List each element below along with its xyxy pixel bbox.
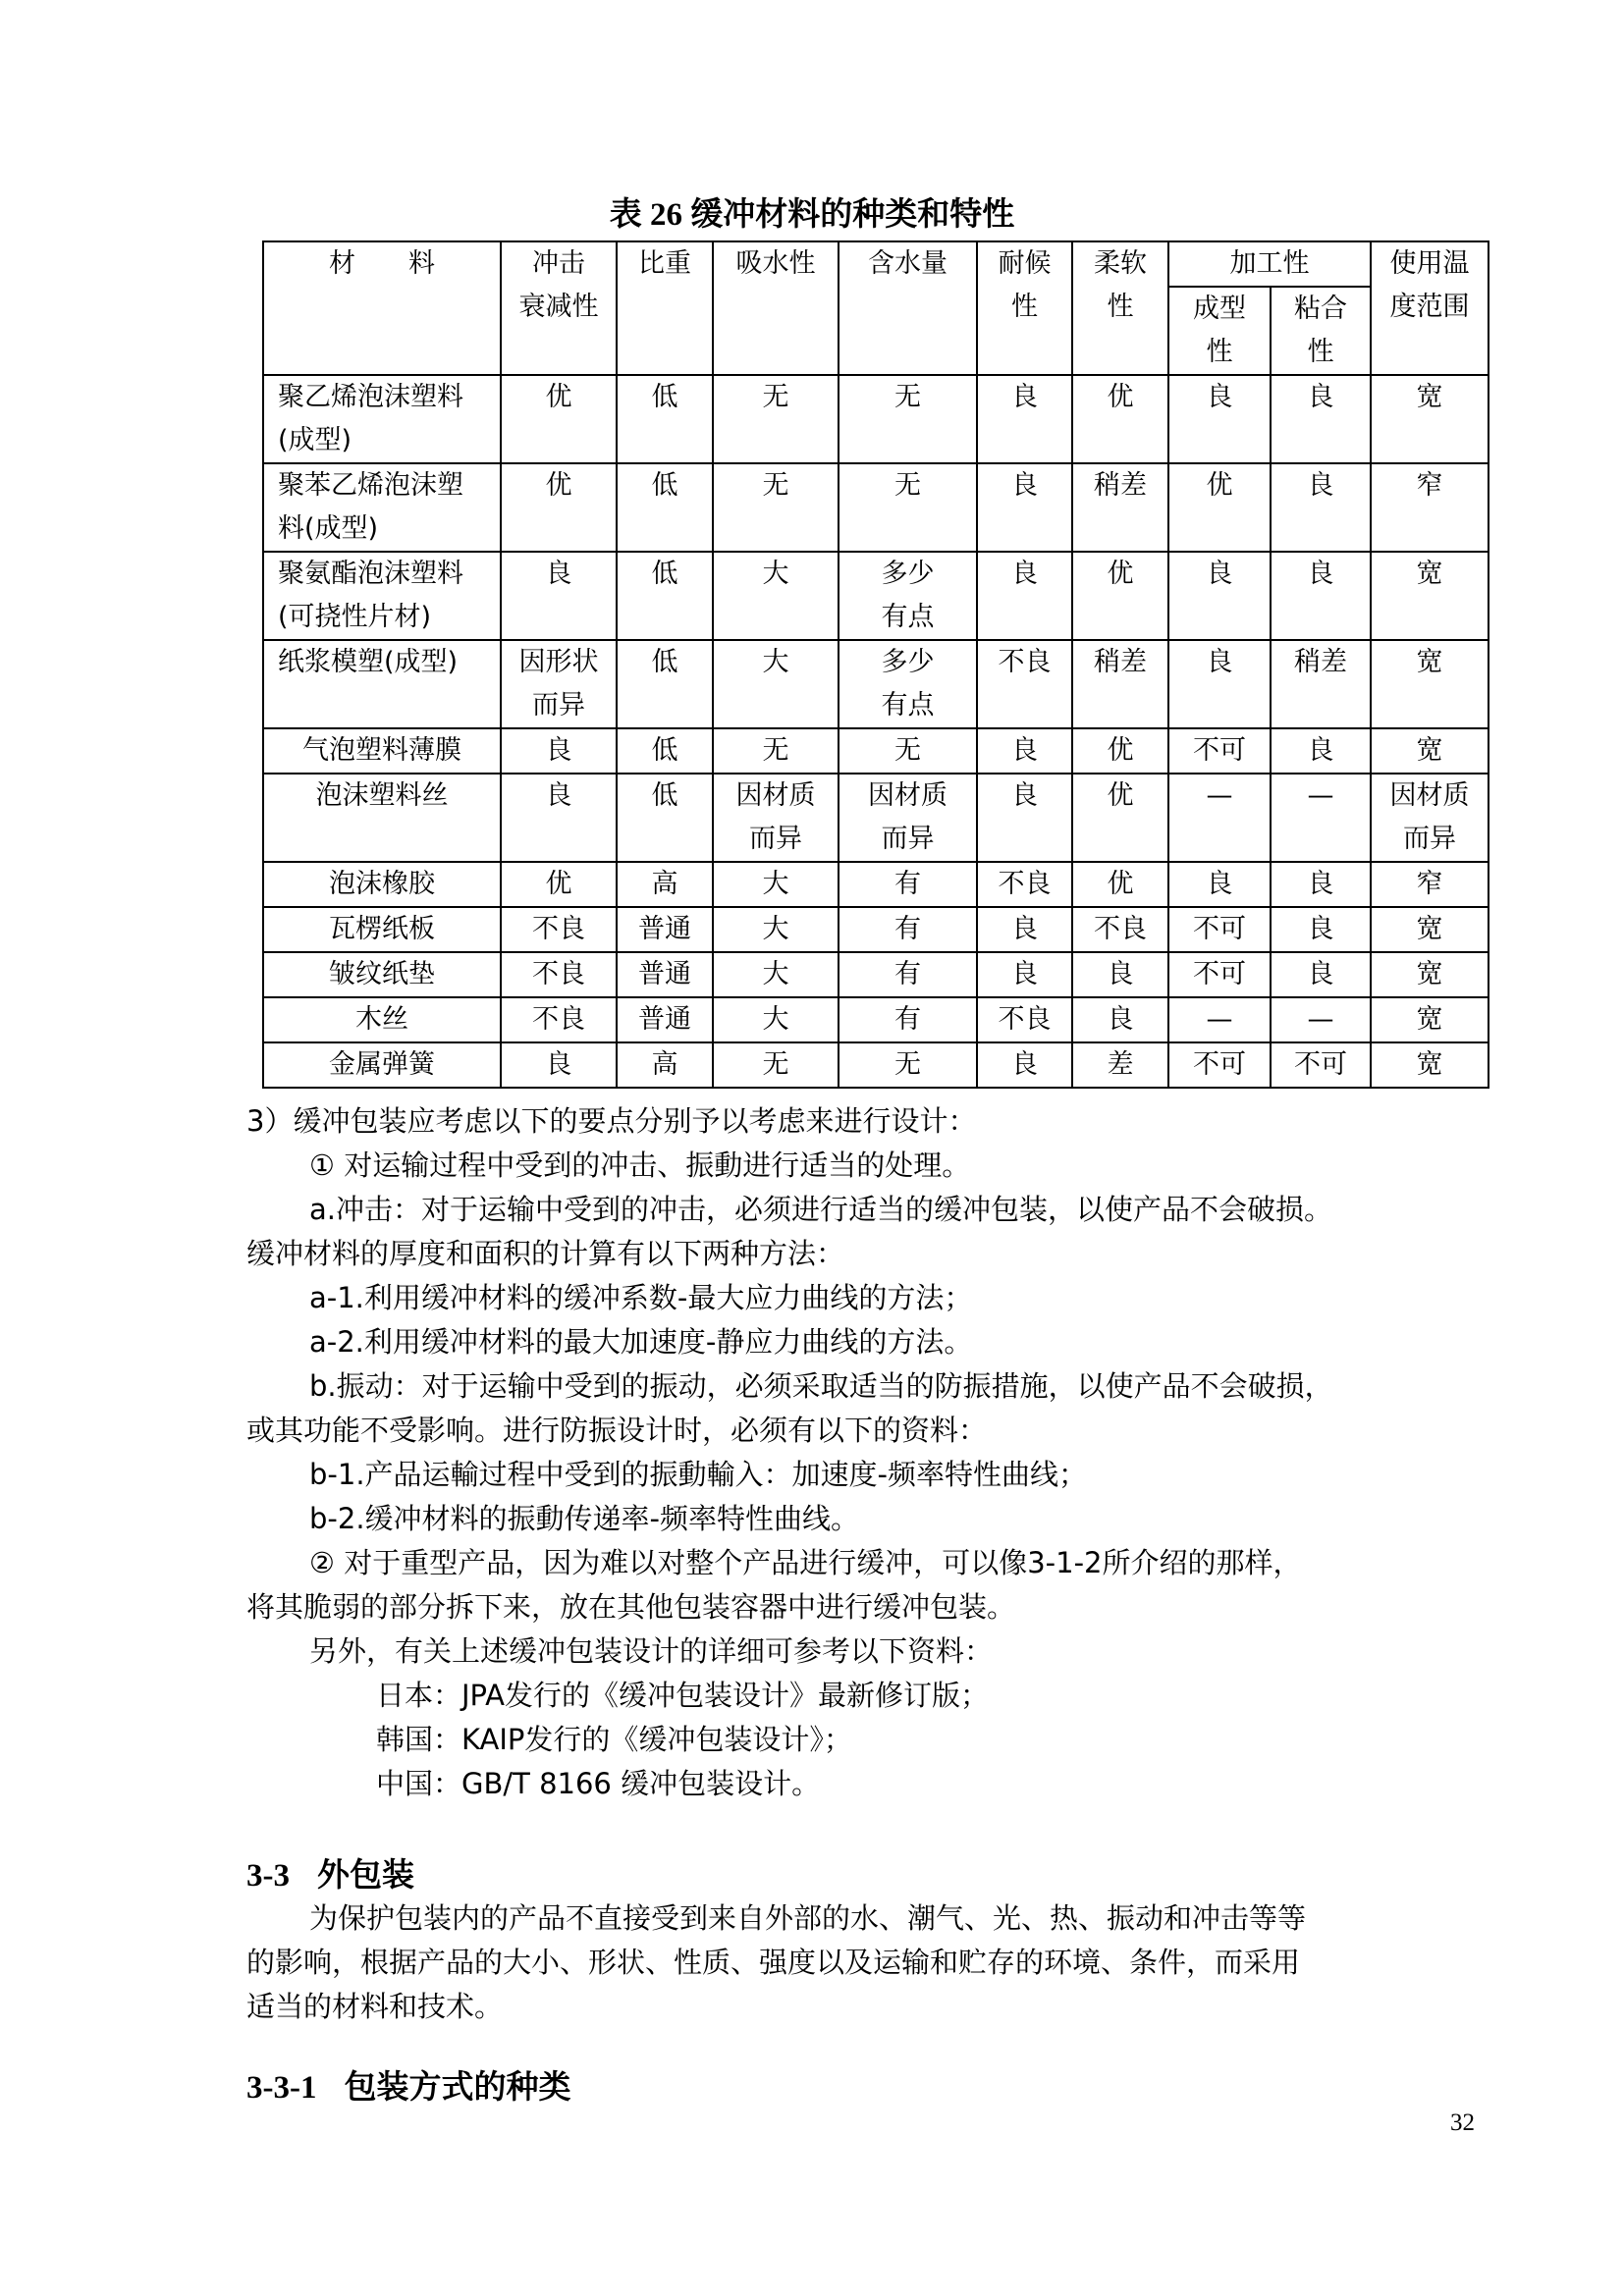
table-cell: 良 xyxy=(977,463,1072,552)
table-cell: 良 xyxy=(1168,640,1271,728)
table-cell: 宽 xyxy=(1371,728,1489,774)
table-cell: 因形状 而异 xyxy=(501,640,617,728)
cell-material-name: 金属弹簧 xyxy=(263,1042,501,1088)
cell-material-name: 泡沫塑料丝 xyxy=(263,774,501,862)
paragraph-line: 3）缓冲包装应考虑以下的要点分别予以考虑来进行设计： xyxy=(246,1104,977,1138)
table-body xyxy=(263,375,1489,1088)
table-cell: 不可 xyxy=(1168,728,1271,774)
table-cell: 优 xyxy=(1072,774,1168,862)
table-row xyxy=(263,774,1489,862)
header-processing: 加工性 xyxy=(1168,241,1371,287)
table-cell: 普通 xyxy=(617,997,713,1042)
header-shock: 冲击 衰减性 xyxy=(501,241,617,375)
table-cell: 优 xyxy=(1072,552,1168,640)
table-cell: 优 xyxy=(501,463,617,552)
table-cell: 差 xyxy=(1072,1042,1168,1088)
table-cell: 无 xyxy=(839,463,977,552)
table-cell: 有 xyxy=(839,997,977,1042)
table-cell: 宽 xyxy=(1371,375,1489,463)
table-cell: 优 xyxy=(1072,728,1168,774)
table-cell: 窄 xyxy=(1371,463,1489,552)
table-cell: 不可 xyxy=(1168,1042,1271,1088)
table-cell: 良 xyxy=(977,952,1072,997)
table-cell: 不可 xyxy=(1271,1042,1371,1088)
table-row xyxy=(263,640,1489,728)
table-cell: 有 xyxy=(839,907,977,952)
table-cell: 普通 xyxy=(617,907,713,952)
cell-material-name: 气泡塑料薄膜 xyxy=(263,728,501,774)
table-cell: — xyxy=(1271,997,1371,1042)
table-cell: 良 xyxy=(1271,463,1371,552)
materials-table xyxy=(262,240,1489,1089)
table-cell: 低 xyxy=(617,463,713,552)
table-cell: 高 xyxy=(617,862,713,907)
table-cell: 良 xyxy=(1271,952,1371,997)
table-cell: 大 xyxy=(713,552,839,640)
paragraph-line: ① 对运输过程中受到的冲击、振動进行适当的处理。 xyxy=(309,1148,971,1182)
table-cell: 不可 xyxy=(1168,952,1271,997)
table-cell: 多少 有点 xyxy=(839,552,977,640)
table-cell: 良 xyxy=(977,774,1072,862)
heading-title: 包装方式的种类 xyxy=(344,2070,571,2106)
table-cell: 稍差 xyxy=(1072,640,1168,728)
table-cell: — xyxy=(1271,774,1371,862)
table-cell: 良 xyxy=(501,774,617,862)
table-cell: 宽 xyxy=(1371,1042,1489,1088)
cell-material-name: 聚乙烯泡沫塑料 (成型) xyxy=(263,375,501,463)
table-header xyxy=(263,241,1489,375)
header-density: 比重 xyxy=(617,241,713,375)
table-cell: 窄 xyxy=(1371,862,1489,907)
table-cell: 不良 xyxy=(501,952,617,997)
cell-material-name: 瓦楞纸板 xyxy=(263,907,501,952)
table-row xyxy=(263,375,1489,463)
table-cell: 不良 xyxy=(977,640,1072,728)
table-cell: 良 xyxy=(1168,552,1271,640)
table-cell: 良 xyxy=(1168,862,1271,907)
table-cell: 因材质 而异 xyxy=(839,774,977,862)
page-number: 32 xyxy=(1450,2109,1475,2136)
paragraph-line: 为保护包装内的产品不直接受到来自外部的水、潮气、光、热、振动和冲击等等 xyxy=(309,1901,1307,1935)
table-cell: 良 xyxy=(1271,375,1371,463)
paragraph-line: 缓冲材料的厚度和面积的计算有以下两种方法： xyxy=(246,1237,845,1270)
table-cell: 良 xyxy=(1271,907,1371,952)
paragraph-line: a-1.利用缓冲材料的缓冲系数-最大应力曲线的方法； xyxy=(309,1281,973,1314)
heading-title: 外包装 xyxy=(317,1858,414,1894)
header-temp: 使用温 度范围 xyxy=(1371,241,1489,375)
header-softness: 柔软 性 xyxy=(1072,241,1168,375)
table-cell: 优 xyxy=(501,375,617,463)
table-cell: 有 xyxy=(839,862,977,907)
cell-material-name: 木丝 xyxy=(263,997,501,1042)
heading-3-3 xyxy=(246,1853,414,1898)
table-row xyxy=(263,552,1489,640)
table-row xyxy=(263,952,1489,997)
table-cell: 不良 xyxy=(501,907,617,952)
table-row xyxy=(263,907,1489,952)
header-forming: 成型 性 xyxy=(1168,287,1271,375)
table-cell: 良 xyxy=(1271,728,1371,774)
paragraph-line: b.振动：对于运输中受到的振动，必须采取适当的防振措施，以使产品不会破损， xyxy=(309,1369,1333,1403)
paragraph-line: 或其功能不受影响。进行防振设计时，必须有以下的资料： xyxy=(246,1414,988,1447)
table-title: 表 26 缓冲材料的种类和特性 xyxy=(609,197,1015,233)
heading-number: 3-3 xyxy=(246,1858,290,1894)
table-cell: 优 xyxy=(501,862,617,907)
table-cell: — xyxy=(1168,997,1271,1042)
table-cell: 无 xyxy=(713,1042,839,1088)
table-cell: 无 xyxy=(713,375,839,463)
header-moisture: 含水量 xyxy=(839,241,977,375)
table-cell: 不良 xyxy=(1072,907,1168,952)
table-cell: 良 xyxy=(977,907,1072,952)
cell-material-name: 皱纹纸垫 xyxy=(263,952,501,997)
table-cell: 不良 xyxy=(501,997,617,1042)
paragraph-line: b-1.产品运輸过程中受到的振動輸入：加速度-频率特性曲线； xyxy=(309,1458,1088,1491)
reference-line: 日本：JPA发行的《缓冲包装设计》最新修订版； xyxy=(376,1679,990,1712)
paragraph-line: ② 对于重型产品，因为难以对整个产品进行缓冲，可以像3-1-2所介绍的那样， xyxy=(309,1546,1302,1579)
table-cell: 宽 xyxy=(1371,952,1489,997)
header-bonding: 粘合 性 xyxy=(1271,287,1371,375)
table-cell: 优 xyxy=(1072,375,1168,463)
table-cell: 无 xyxy=(713,463,839,552)
outer-packaging-paragraph xyxy=(246,1896,1484,2034)
cell-material-name: 聚氨酯泡沫塑料 (可挠性片材) xyxy=(263,552,501,640)
table-row xyxy=(263,997,1489,1042)
table-cell: 大 xyxy=(713,952,839,997)
paragraph-line: 将其脆弱的部分拆下来，放在其他包装容器中进行缓冲包装。 xyxy=(246,1590,1016,1624)
table-cell: 低 xyxy=(617,774,713,862)
table-cell: 无 xyxy=(839,1042,977,1088)
table-cell: 低 xyxy=(617,728,713,774)
table-row xyxy=(263,728,1489,774)
table-cell: 不可 xyxy=(1168,907,1271,952)
table-cell: 无 xyxy=(839,375,977,463)
table-cell: 低 xyxy=(617,552,713,640)
table-cell: 优 xyxy=(1168,463,1271,552)
table-cell: 良 xyxy=(977,1042,1072,1088)
paragraph-line: 适当的材料和技术。 xyxy=(246,1990,504,2023)
reference-line: 中国：GB/T 8166 缓冲包装设计。 xyxy=(376,1767,821,1800)
table-cell: 因材质 而异 xyxy=(1371,774,1489,862)
cell-material-name: 聚苯乙烯泡沫塑 料(成型) xyxy=(263,463,501,552)
table-cell: 普通 xyxy=(617,952,713,997)
paragraph-line: 的影响，根据产品的大小、形状、性质、强度以及运输和贮存的环境、条件，而采用 xyxy=(246,1946,1301,1979)
heading-number: 3-3-1 xyxy=(246,2070,317,2106)
paragraph-line: b-2.缓冲材料的振動传递率-频率特性曲线。 xyxy=(309,1502,860,1535)
table-cell: 无 xyxy=(839,728,977,774)
table-cell: 高 xyxy=(617,1042,713,1088)
table-cell: 大 xyxy=(713,997,839,1042)
table-cell: 良 xyxy=(977,552,1072,640)
table-cell: 良 xyxy=(1271,552,1371,640)
table-cell: 大 xyxy=(713,862,839,907)
table-cell: 大 xyxy=(713,907,839,952)
table-cell: 多少 有点 xyxy=(839,640,977,728)
table-cell: 大 xyxy=(713,640,839,728)
table-cell: 低 xyxy=(617,375,713,463)
header-durability: 耐候 性 xyxy=(977,241,1072,375)
table-cell: 良 xyxy=(501,552,617,640)
paragraph-line: a-2.利用缓冲材料的最大加速度-静应力曲线的方法。 xyxy=(309,1325,973,1359)
table-cell: 宽 xyxy=(1371,907,1489,952)
heading-3-3-1 xyxy=(246,2065,570,2110)
section-cushion-design xyxy=(246,1099,1484,1800)
table-cell: 宽 xyxy=(1371,640,1489,728)
table-cell: 良 xyxy=(1168,375,1271,463)
table-cell: 良 xyxy=(977,375,1072,463)
table-cell: 宽 xyxy=(1371,997,1489,1042)
reference-line: 韩国：KAIP发行的《缓冲包装设计》； xyxy=(376,1723,852,1756)
cell-material-name: 纸浆模塑(成型) xyxy=(263,640,501,728)
table-cell: 良 xyxy=(977,728,1072,774)
table-cell: 宽 xyxy=(1371,552,1489,640)
table-cell: 因材质 而异 xyxy=(713,774,839,862)
table-cell: 良 xyxy=(1072,997,1168,1042)
table-cell: 不良 xyxy=(977,997,1072,1042)
table-cell: 不良 xyxy=(977,862,1072,907)
table-cell: 良 xyxy=(1072,952,1168,997)
table-cell: — xyxy=(1168,774,1271,862)
table-cell: 稍差 xyxy=(1271,640,1371,728)
table-cell: 稍差 xyxy=(1072,463,1168,552)
table-cell: 优 xyxy=(1072,862,1168,907)
table-row xyxy=(263,463,1489,552)
cell-material-name: 泡沫橡胶 xyxy=(263,862,501,907)
table-cell: 良 xyxy=(501,728,617,774)
table-cell: 良 xyxy=(1271,862,1371,907)
table-row xyxy=(263,1042,1489,1088)
table-cell: 良 xyxy=(501,1042,617,1088)
table-cell: 低 xyxy=(617,640,713,728)
table-cell: 无 xyxy=(713,728,839,774)
table-row xyxy=(263,862,1489,907)
header-absorb: 吸水性 xyxy=(713,241,839,375)
paragraph-line: a.冲击：对于运输中受到的冲击，必须进行适当的缓冲包装，以使产品不会破损。 xyxy=(309,1193,1332,1226)
paragraph-line: 另外，有关上述缓冲包装设计的详细可参考以下资料： xyxy=(309,1634,994,1668)
table-cell: 有 xyxy=(839,952,977,997)
header-material: 材 料 xyxy=(263,241,501,375)
